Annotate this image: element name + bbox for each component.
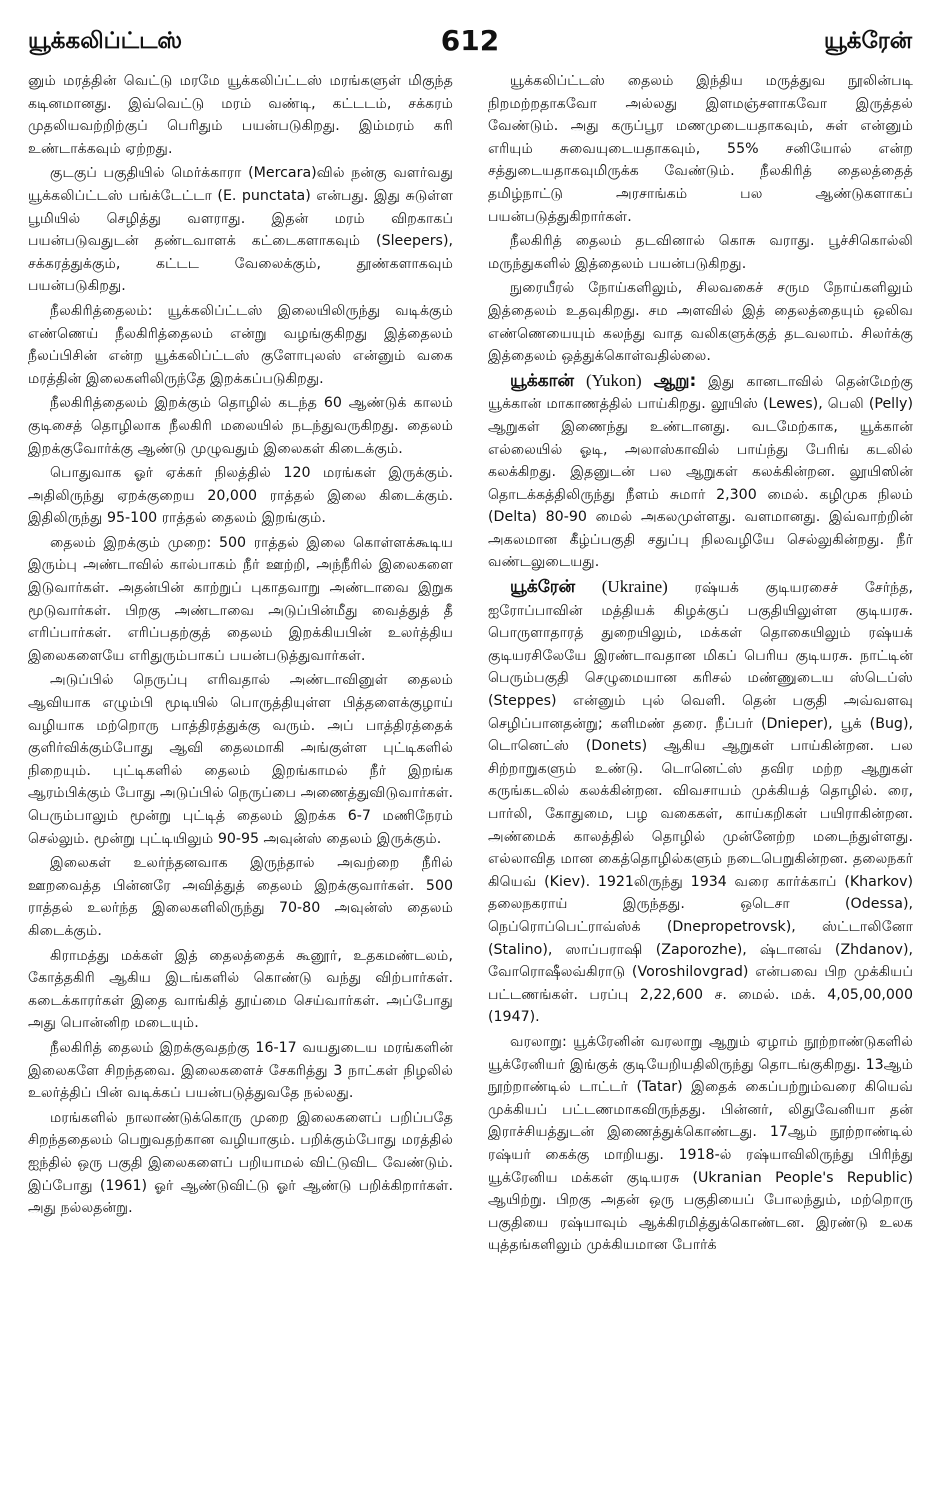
entry-text: ரஷ்யக் குடியரசைச் சேர்ந்த, ஐரோப்பாவின் மத்தியக் கிழக்குப் பகுதியிலுள்ள குடியரசு. பொருளாதாரத் துறையிலும், மக்கள் தொகையிலும் ரஷ்யக் குடியரசிலேயே இரண்டாவதான மிகப் பெரிய குடியரசு. நாட்டின் பெரும்பகுதி செழுமையான கரிசல் மண்ணுடைய ஸ்டெப்ஸ் (Steppes) என்னும் புல் வெளி. தென் பகுதி அவ்வளவு செழிப்பானதன்று; களிமண் தரை. நீப்பர் (Dnieper), பூக் (Bug), டொனெட்ஸ் (Donets) ஆகிய ஆறுகள் பாய்கின்றன. பல சிற்றாறுகளும் உண்டு. டொனெட்ஸ் தவிர மற்ற ஆறுகள் கருங்கடலில் கலக்கின்றன. விவசாயம் முக்கியத் தொழில். ரை, பார்லி, கோதுமை, பழ வகைகள், காய்கறிகள் பயிராகின்றன. அண்மைக் காலத்தில் தொழில் முன்னேற்ற மடைந்துள்ளது. எல்லாவித மான கைத்தொழில்களும் நடைபெறுகின்றன. தலைநகர் கியெவ் (Kiev). 1921லிருந்து 1934 வரை கார்க்காப் (Kharkov) தலைநகராய் இருந்தது. ஒடெசா (Odessa), நெப்ரொப்பெட்ராவ்ஸ்க் (Dnepropetrovsk), ஸ்ட்டாலினோ (Stalino), ஸாப்பராஷி (Zaporozhe), ஷ்டானவ் (Zhdanov), வோரொஷீலவ்கிராடு (Voroshilovgrad) என்பவை பிற முக்கியப் பட்டணங்கள். பரப்பு 2,22,600 ச. மைல். மக். 4,05,00,000 (1947). [488,580,913,1026]
paragraph-history: வரலாறு: யூக்ரேனின் வரலாறு ஆறும் ஏழாம் நூற்றாண்டுகளில் யூக்ரேனியர் இங்குக் குடியேறியதிலிருந்து தொடங்குகிறது. 13ஆம் நூற்றாண்டில் டாட்டர் (Tatar) இதைக் கைப்பற்றும்வரை கியெவ் முக்கியப் பட்டணமாகவிருந்தது. பின்னர், லிதுவேனியா தன் இராச்சியத்துடன் இணைத்துக்கொண்டது. 17ஆம் நூற்றாண்டில் ரஷ்யர் கைக்கு மாறியது. 1918-ல் ரஷ்யாவிலிருந்து பிரிந்து யூக்ரேனிய மக்கள் குடியரசு (Ukranian People's Republic) ஆயிற்று. பிறகு அதன் ஒரு பகுதியைப் போலந்தும், மற்றொரு பகுதியை ரஷ்யாவும் ஆக்கிரமித்துக்கொண்டன. இரண்டு உலக யுத்தங்களிலும் முக்கியமான போர்க் [488,1033,913,1254]
paragraph: தைலம் இறக்கும் முறை: 500 ராத்தல் இலை கொள்ளக்கூடிய இரும்பு அண்டாவில் கால்பாகம் நீர் ஊற்றி, அந்நீரில் இலைகளை இடுவார்கள். அதன்பின் காற்றுப் புகாதவாறு அண்டாவை இறுக மூடுவார்கள். பிறகு அண்டாவை அடுப்பின்மீது வைத்துத் தீ எரிப்பார்கள். எரிப்பதற்குத் தைலம் இறக்கியபின் உலர்த்திய இலைகளையே எரிதுரும்பாகப் பயன்படுத்துவார்கள். [28,534,453,664]
paragraph: கிராமத்து மக்கள் இத் தைலத்தைக் கூனூர், உதகமண்டலம், கோத்தகிரி ஆகிய இடங்களில் கொண்டு வந்து விற்பார்கள். கடைக்காரர்கள் இதை வாங்கித் தூய்மை செய்வார்கள். அப்போது அது பொன்னிற மடையும். [28,947,453,1032]
running-head-left: யூக்கலிப்ட்டஸ் [28,28,183,54]
paragraph: னும் மரத்தின் வெட்டு மரமே யூக்கலிப்ட்டஸ் மரங்களுள் மிகுந்த கடினமானது. இவ்வெட்டு மரம் வண்டி, கட்டடம், சக்கரம் முதலியவற்றிற்குப் பெரிதும் பயன்படுகிறது. இம்மரம் கரி உண்டாக்கவும் ஏற்றது. [28,73,453,157]
entry-heading-latin: (Ukraine) [601,577,668,597]
paragraph: நீலகிரித்தைலம் இறக்கும் தொழில் கடந்த 60 ஆண்டுக் காலம் குடிசைத் தொழிலாக நீலகிரி மலையில் நடந்துவருகிறது. தைலம் இறக்குவோர்க்கு ஆண்டு முழுவதும் இலைகள் கிடைக்கும். [28,395,453,457]
entry-ukraine [488,576,913,1029]
entry-heading: யூக்ரேன் [510,577,576,598]
entry-text: இது கானடாவில் தென்மேற்கு யூக்கான் மாகாணத்தில் பாய்கிறது. லூயிஸ் (Lewes), பெலி (Pelly) ஆறுகள் இணைந்து உண்டானது. வடமேற்காக, யூக்கான் எல்லையில் ஓடி, அலாஸ்காவில் பாய்ந்து பேரிங் கடலில் கலக்கிறது. இதனுடன் பல ஆறுகள் கலக்கின்றன. லூயிஸின் தொடக்கத்திலிருந்து நீளம் சுமார் 2,300 மைல். கழிமுக நிலம் (Delta) 80-90 மைல் அகலமுள்ளது. வளமானது. இவ்வாற்றின் அகலமான கீழ்ப்பகுதி சதுப்பு நிலவழியே செல்லுகின்றது. நீர் வண்டலுடையது. [488,373,913,571]
entry-heading: யூக்கான் [510,370,574,391]
left-column [28,70,453,1475]
right-column [488,70,913,1475]
paragraph: நுரையீரல் நோய்களிலும், சிலவகைச் சரும நோய்களிலும் இத்தைலம் உதவுகிறது. சம அளவில் இத் தைலத்தையும் ஒலிவ எண்ணெயையும் கலந்து வாத வலிகளுக்குத் தடவலாம். சிலர்க்கு இத்தைலம் ஒத்துக்கொள்வதில்லை. [488,280,913,365]
page-number: 612 [440,24,500,57]
paragraph: அடுப்பில் நெருப்பு எரிவதால் அண்டாவினுள் தைலம் ஆவியாக எழும்பி மூடியில் பொருத்தியுள்ள பித்தளைக்குழாய் வழியாக மற்றொரு பாத்திரத்துக்கு வரும். அப் பாத்திரத்தைக் குளிர்விக்கும்போது ஆவி தைலமாகி அங்குள்ள புட்டிகளில் நிறையும். புட்டிகளில் தைலம் இறங்காமல் நீர் இறங்க ஆரம்பிக்கும் போது அடுப்பில் நெருப்பை அணைத்துவிடுவார்கள். பெரும்பாலும் மூன்று புட்டித் தைலம் இறக்க 6-7 மணிநேரம் செல்லும். மூன்று புட்டியிலும் 90-95 அவுன்ஸ் தைலம் இருக்கும். [28,672,453,847]
paragraph: யூக்கலிப்ட்டஸ் தைலம் இந்திய மருத்துவ நூலின்படி நிறமற்றதாகவோ அல்லது இளமஞ்சளாகவோ இருத்தல் வேண்டும். அது கருப்பூர மணமுடையதாகவும், சுள் என்னும் எரியும் சுவையுடையதாகவும், 55% சனியோல் என்ற சத்துடையதாகவுமிருக்க வேண்டும். நீலகிரித் தைலத்தைத் தமிழ்நாட்டு அரசாங்கம் பல ஆண்டுகளாகப் பயன்படுத்துகிறார்கள். [488,73,913,225]
paragraph: நீலகிரித் தைலம் தடவினால் கொசு வராது. பூச்சிகொல்லி மருந்துகளில் இத்தைலம் பயன்படுகிறது. [488,233,913,272]
entry-heading-suffix: ஆறு: [653,370,697,391]
paragraph: குடகுப் பகுதியில் மெர்க்காரா (Mercara)வில் நன்கு வளர்வது யூக்கலிப்ட்டஸ் பங்க்டேட்டா (E. punctata) என்பது. இது சுடுள்ள பூமியில் செழித்து வளராது. இதன் மரம் விறகாகப் பயன்படுவதுடன் தண்டவாளக் கட்டைகளாகவும் (Sleepers), சக்கரத்துக்கும், கட்டட வேலைக்கும், தூண்களாகவும் பயன்படுகிறது. [28,165,453,295]
paragraph: மரங்களில் நாலாண்டுக்கொரு முறை இலைகளைப் பறிப்பதே சிறந்ததைலம் பெறுவதற்கான வழியாகும். பறிக்கும்போது மரத்தில் ஐந்தில் ஒரு பகுதி இலைகளைப் பறியாமல் விட்டுவிட வேண்டும். இப்போது (1961) ஓர் ஆண்டுவிட்டு ஓர் ஆண்டு பறிக்கிறார்கள். அது நல்லதன்று. [28,1109,453,1217]
paragraph: இலைகள் உலர்ந்தனவாக இருந்தால் அவற்றை நீரில் ஊறவைத்த பின்னரே அவித்துத் தைலம் இறக்குவார்கள். 500 ராத்தல் உலர்ந்த இலைகளிலிருந்து 70-80 அவுன்ஸ் தைலம் கிடைக்கும். [28,855,453,939]
entry-heading-latin: (Yukon) [586,370,642,390]
running-head-right: யூக்ரேன் [823,28,912,54]
page-header [28,24,912,62]
paragraph: பொதுவாக ஓர் ஏக்கர் நிலத்தில் 120 மரங்கள் இருக்கும். அதிலிருந்து ஏறக்குறைய 20,000 ராத்தல் இலை கிடைக்கும். இதிலிருந்து 95-100 ராத்தல் தைலம் இறங்கும். [28,465,453,527]
paragraph: நீலகிரித்தைலம்: யூக்கலிப்ட்டஸ் இலையிலிருந்து வடிக்கும் எண்ணெய் நீலகிரித்தைலம் என்று வழங்குகிறது இத்தைலம் நீலப்பிசின் என்ற யூக்கலிப்ட்டஸ் குளோபுலஸ் என்னும் வகை மரத்தின் இலைகளிலிருந்தே இறக்கப்படுகிறது. [28,302,453,387]
paragraph: நீலகிரித் தைலம் இறக்குவதற்கு 16-17 வயதுடைய மரங்களின் இலைகளே சிறந்தவை. இலைகளைச் சேகரித்து 3 நாட்கள் நிழலில் உலர்த்திப் பின் வடிக்கப் பயன்படுத்துவதே நல்லது. [28,1039,453,1102]
entry-yukon [488,370,913,574]
